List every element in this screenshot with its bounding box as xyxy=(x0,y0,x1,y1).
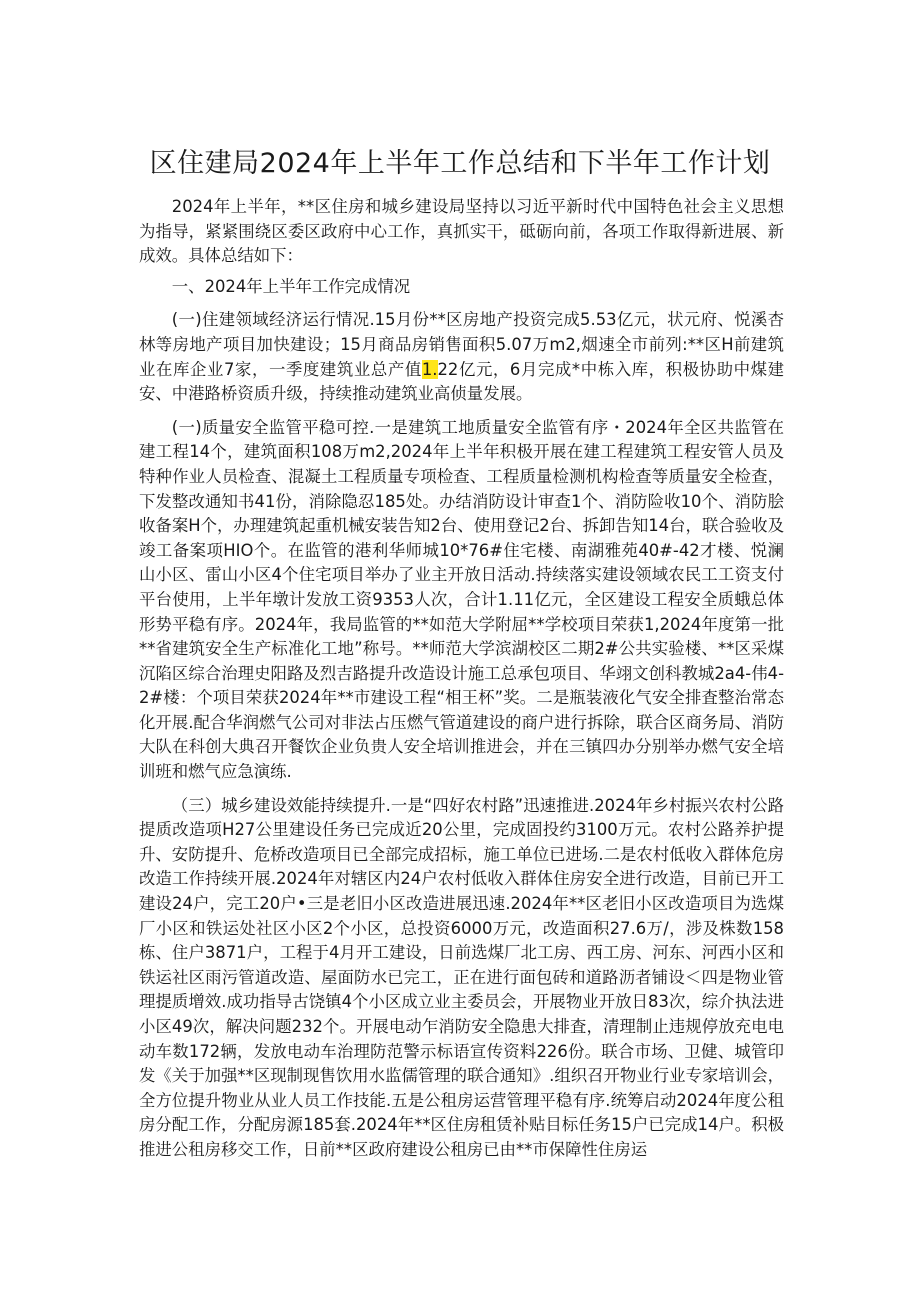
paragraph-text: 22亿元，6月完成*中栋入库，积极协助中煤建安、中港路桥资质升级，持续推动建筑业高侦量发展。 xyxy=(139,359,784,404)
paragraph-urban-rural-construction: （三）城乡建设效能持续提升.一是“四好农村路”迅速推进.2024年乡村振兴农村公路提质改造项H27公里建设任务已完成近20公里，完成固投约3100万元。农村公路养护提升、安防提升、危桥改造项目已全部完成招标，施工单位已进场.二是农村低收入群体危房改造工作持续开展.2024年对辖区内24户农村低收入群体住房安全进行改造，目前已开工建设24户，完工20户•三是老旧小区改造进展迅速.2024年**区老旧小区改造项目为选煤厂小区和铁运处社区小区2个小区，总投资6000万元，改造面积27.6万/，涉及株数158栋、住户3871户，工程于4月开工建设，日前选煤厂北工房、西工房、河东、河西小区和铁运社区雨污管道改造、屋面防水已完工，正在进行面包砖和道路沥者铺设＜四是物业管理提质增效.成功指导古饶镇4个小区成立业主委员会，开展物业开放日83次，综介执法进小区49次，解决问题232个。开展电动乍消防安全隐患大排査，清理制止违规停放充电电动车数172辆，发放电动车治理防范警示标语宣传资料226份。联合市场、卫健、城管印发《关于加强**区现制现售饮用水监儒管理的联合通知》.组织召开物业行业专家培训会，全方位提升物业从业人员工作技能.五是公租房运营管理平稳有序.统筹启动2024年度公租房分配工作，分配房源185套.2024年**区住房租赁补贴目标任务15户已完成14户。积极推进公租房移交工作，日前**区政府建设公租房已由**市保障性住房运 xyxy=(139,795,784,1159)
paragraph-quality-safety: (一)质量安全监管平稳可控.一是建筑工地质量安全监管有序・2024年全区共监管在建工程14个，建筑面积108万m2,2024年上半年积极开展在建工程建筑工程安管人员及特种作业人员检查、混凝土工程质量专项检查、工程质量检测机构检查等质量安全检查，下发整改通知书41份，消除隐忍185处。办结消防设计审查1个、消防险收10个、消防脍收备案H个，办理建筑起重机械安装告知2台、使用登记2台、拆卸告知14台，联合验收及竣工备案项HIO个。在监管的港利华师城10*76#住宅楼、南湖雅苑40#-42才楼、悦澜山小区、雷山小区4个住宅项目举办了业主开放日活动.持续落实建设领域农民工工资支付平台使用，上半年墩计发放工资9353人次，合计1.11亿元，全区建设工程安全质蛾总体形势平稳有序。2024年，我局监管的**如范大学附屈**学校项目荣获1,2024年度第一批**省建筑安全生产标准化工地”称号。**师范大学滨湖校区二期2#公共实验楼、**区采煤沉陷区综合治理史阳路及烈吉路提升改造设计施工总承包项目、华翊文创科教城2a4-伟4-2#楼：个项目荣获2024年**市建设工程“相王杯”奖。二是瓶装液化气安全排査整治常态化开展.配合华润燃气公司对非法占压燃气管道建设的商户进行拆除，联合区商务局、消防大队在科创大典召开餐饮企业负贵人安全培训推进会，并在三镇四办分别举办燃气安全培训班和燃气应急演练. xyxy=(139,417,784,782)
paragraph-text: (一)住建领域经济运行情况.15月份**区房地产投资完成5.53亿元，状元府、悦溪杏林等房地产项目加快建设；15月商品房销售面积5.07万m2,烟速全市前列:**区H前建筑业在库企业7家，一季度建筑业总产值 xyxy=(139,310,784,379)
document-body xyxy=(139,195,784,1163)
highlighted-text: 1. xyxy=(421,359,438,379)
section-heading: 一、2024年上半年工作完成情况 xyxy=(171,276,411,296)
document-title: 区住建局2024年上半年工作总结和下半年工作计划 xyxy=(149,148,771,179)
intro-paragraph: 2024年上半年，**区住房和城乡建设局坚持以习近平新时代中国特色社会主义思想为指导，紧紧围绕区委区政府中心工作，真抓实干，砥砺向前，各项工作取得新进展、新成效。具体总结如下： xyxy=(139,197,784,266)
paragraph-economic-operation xyxy=(139,308,784,406)
